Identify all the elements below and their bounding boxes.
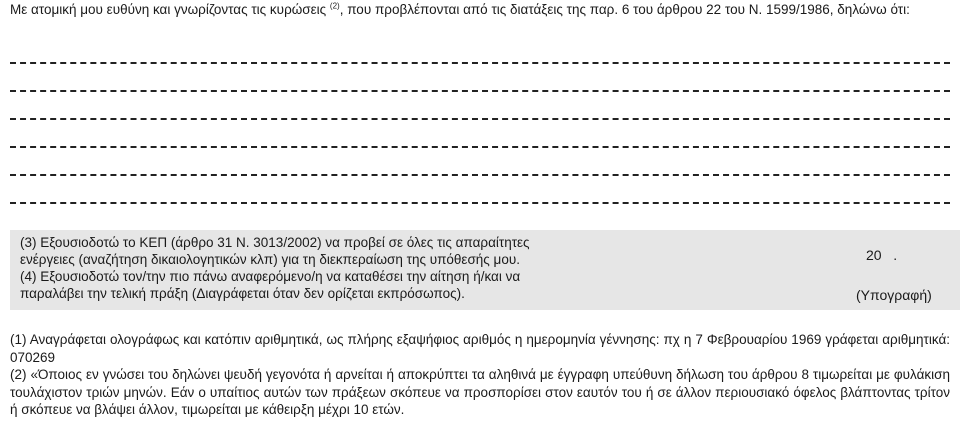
authorization-kep: (3) Εξουσιοδοτώ το ΚΕΠ (άρθρο 31 Ν. 3013/2002) να προβεί σε όλες τις απαραίτητες ενέργειες (αναζήτηση δικαιολογητικών κλπ) για τη διεκπεραίωση της υπόθεσής μου.: [20, 235, 530, 267]
dashed-line[interactable]: [10, 118, 950, 120]
footnote-1: (1) Αναγράφεται ολογράφως και κατόπιν αριθμητικά, ως πλήρης εξαψήφιος αριθμός η ημερομηνία γέννησης: πχ η 7 Φεβρουαρίου 1969 γράφεται αριθμητικά: 070269: [10, 332, 950, 365]
dashed-line[interactable]: [10, 90, 950, 92]
authorization-representative: (4) Εξουσιοδοτώ τον/την πιο πάνω αναφερόμενο/η να καταθέσει την αίτηση ή/και να παραλάβει την τελική πράξη (Διαγράφεται όταν δεν ορίζεται εκπρόσωπος).: [20, 269, 521, 301]
signature-label: (Υπογραφή): [856, 287, 932, 303]
footnote-ref-2: (2): [329, 1, 340, 11]
dashed-line[interactable]: [10, 146, 950, 148]
footnote-2: (2) «Όποιος εν γνώσει του δηλώνει ψευδή γεγονότα ή αρνείται ή αποκρύπτει τα αληθινά με έγγραφη υπεύθυνη δήλωση του άρθρου 8 τιμωρείται με φυλάκιση τουλάχιστον τριών μηνών. Εάν ο υπαίτιος αυτών των πράξεων σκόπευε να προσπορίσει στον εαυτόν του ή σε άλλον περιουσιακό όφελος βλάπτοντας τρίτον ή σκόπευε να βλάψει άλλον, τιμωρείται με κάθειρξη μέχρι 10 ετών.: [10, 367, 950, 417]
dashed-line[interactable]: [10, 174, 950, 176]
declaration-text-lines: [10, 62, 950, 230]
dashed-line[interactable]: [10, 202, 950, 204]
authorization-box: [10, 230, 960, 310]
footnotes: [10, 331, 950, 419]
dashed-line[interactable]: [10, 62, 950, 64]
intro-text-start: Με ατομική μου ευθύνη και γνωρίζοντας τις κυρώσεις: [10, 2, 330, 17]
declaration-intro: [10, 0, 950, 20]
authorization-text: [20, 234, 535, 302]
date-label: 20 .: [866, 247, 898, 263]
intro-text-end: , που προβλέπονται από τις διατάξεις της παρ. 6 του άρθρου 22 του Ν. 1599/1986, δηλώνω ότι:: [339, 2, 910, 17]
